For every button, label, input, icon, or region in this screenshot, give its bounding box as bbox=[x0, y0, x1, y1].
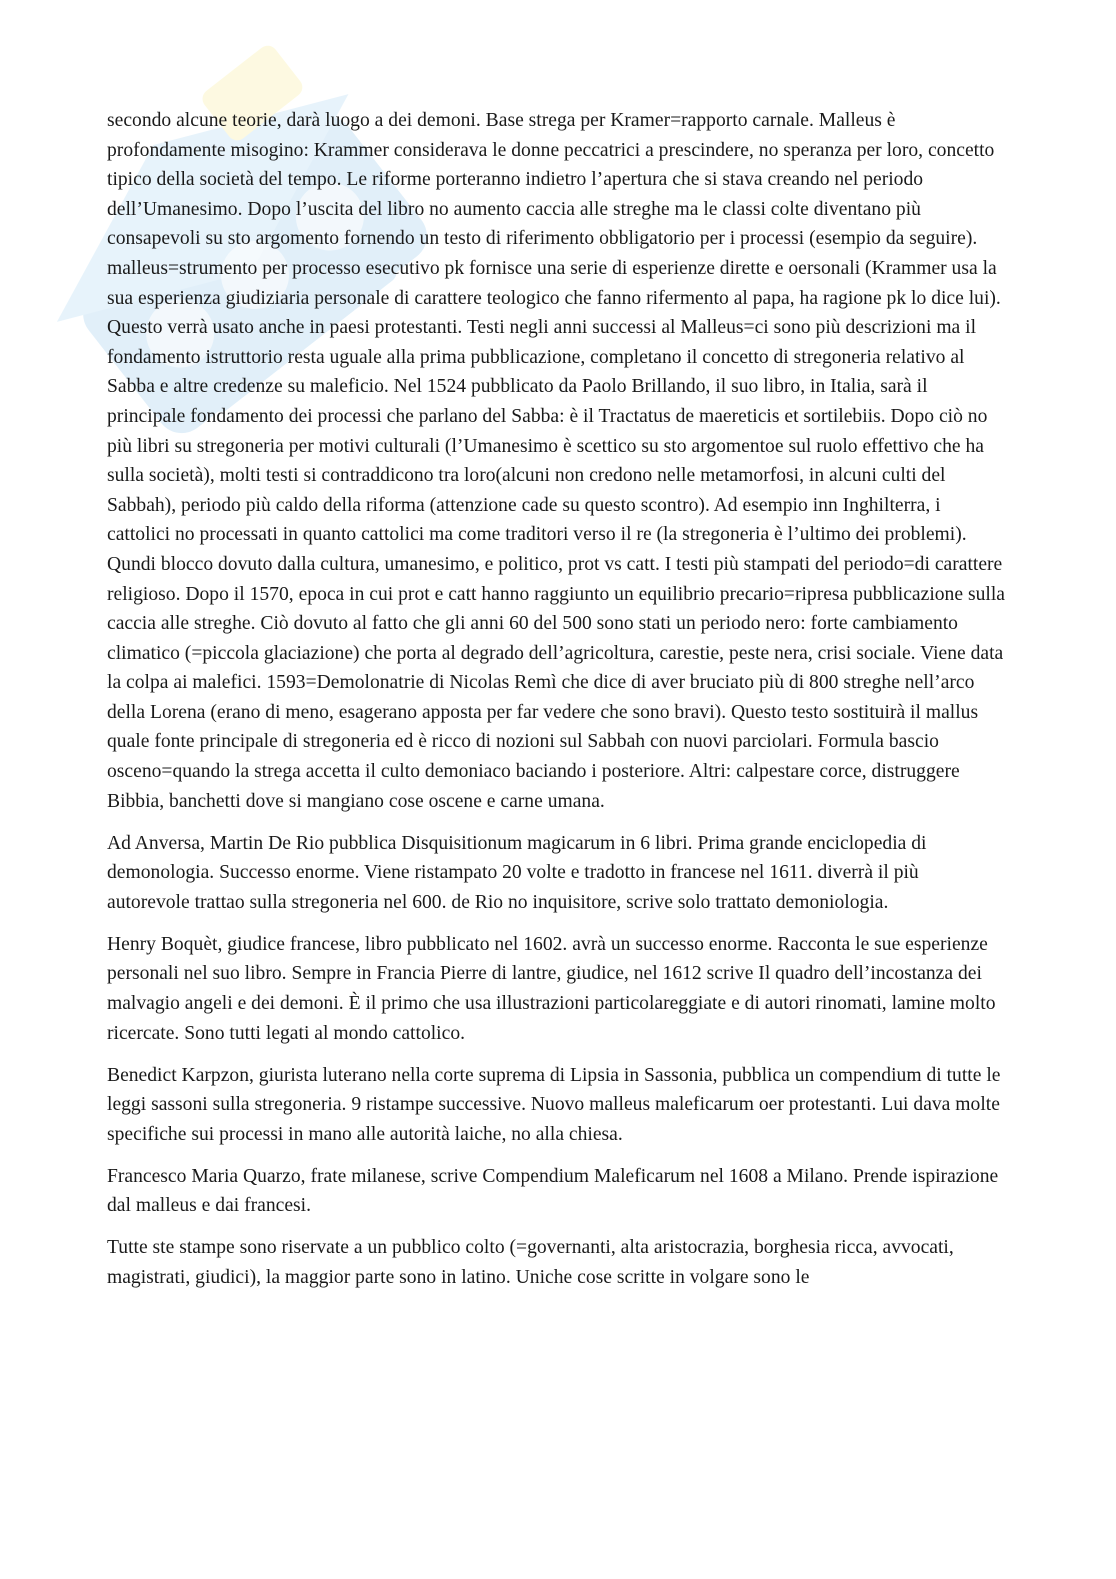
document-body bbox=[107, 106, 1005, 1305]
paragraph: secondo alcune teorie, darà luogo a dei demoni. Base strega per Kramer=rapporto carnale. Malleus è profondamente misogino: Krammer considerava le donne peccatrici a prescindere, no speranza per loro, concetto tipico della società del tempo. Le riforme porteranno indietro l’apertura che si stava creando nel periodo dell’Umanesimo. Dopo l’uscita del libro no aumento caccia alle streghe ma le classi colte diventano più consapevoli su sto argomento fornendo un testo di riferimento obbligatorio per i processi (esempio da seguire). malleus=strumento per processo esecutivo pk fornisce una serie di esperienze dirette e oersonali (Krammer usa la sua esperienza giudiziaria personale di carattere teologico che fanno rifermento al papa, ha ragione pk lo dice lui). Questo verrà usato anche in paesi protestanti. Testi negli anni successi al Malleus=ci sono più descrizioni ma il fondamento istruttorio resta uguale alla prima pubblicazione, completano il concetto di stregoneria relativo al Sabba e altre credenze su maleficio. Nel 1524 pubblicato da Paolo Brillando, il suo libro, in Italia, sarà il principale fondamento dei processi che parlano del Sabba: è il Tractatus de maereticis et sortilebiis. Dopo ciò no più libri su stregoneria per motivi culturali (l’Umanesimo è scettico su sto argomentoe sul ruolo effettivo che ha sulla società), molti testi si contraddicono tra loro(alcuni non credono nelle metamorfosi, in alcuni culti del Sabbah), periodo più caldo della riforma (attenzione cade su questo scontro). Ad esempio inn Inghilterra, i cattolici no processati in quanto cattolici ma come traditori verso il re (la stregoneria è l’ultimo dei problemi). Qundi blocco dovuto dalla cultura, umanesimo, e politico, prot vs catt. I testi più stampati del periodo=di carattere religioso. Dopo il 1570, epoca in cui prot e catt hanno raggiunto un equilibrio precario=ripresa pubblicazione sulla caccia alle streghe. Ciò dovuto al fatto che gli anni 60 del 500 sono stati un periodo nero: forte cambiamento climatico (=piccola glaciazione) che porta al degrado dell’agricoltura, carestie, peste nera, crisi sociale. Viene data la colpa ai malefici. 1593=Demolonatrie di Nicolas Remì che dice di aver bruciato più di 800 streghe nell’arco della Lorena (erano di meno, esagerano apposta per far vedere che sono bravi). Questo testo sostituirà il mallus quale fonte principale di stregoneria ed è ricco di nozioni sul Sabbah con nuovi parciolari. Formula bascio osceno=quando la strega accetta il culto demoniaco baciando i posteriore. Altri: calpestare corce, distruggere Bibbia, banchetti dove si mangiano cose oscene e carne umana. bbox=[107, 110, 1005, 812]
paragraph: Ad Anversa, Martin De Rio pubblica Disquisitionum magicarum in 6 libri. Prima grande enciclopedia di demonologia. Successo enorme. Viene ristampato 20 volte e tradotto in francese nel 1611. diverrà il più autorevole trattao sulla stregoneria nel 600. de Rio no inquisitore, scrive solo trattato demoniologia. bbox=[107, 832, 927, 913]
paragraph: Tutte ste stampe sono riservate a un pubblico colto (=governanti, alta aristocrazia, borghesia ricca, avvocati, magistrati, giudici), la maggior parte sono in latino. Uniche cose scritte in volgare sono le bbox=[107, 1237, 954, 1288]
paragraph: Henry Boquèt, giudice francese, libro pubblicato nel 1602. avrà un successo enorme. Racconta le sue esperienze personali nel suo libro. Sempre in Francia Pierre di lantre, giudice, nel 1612 scrive Il quadro dell’incostanza dei malvagio angeli e dei demoni. È il primo che usa illustrazioni particolareggiate e di autori rinomati, lamine molto ricercate. Sono tutti legati al mondo cattolico. bbox=[107, 933, 996, 1044]
paragraph: Benedict Karpzon, giurista luterano nella corte suprema di Lipsia in Sassonia, pubblica un compendium di tutte le leggi sassoni sulla stregoneria. 9 ristampe successive. Nuovo malleus maleficarum oer protestanti. Lui dava molte specifiche sui processi in mano alle autorità laiche, no alla chiesa. bbox=[107, 1064, 1001, 1145]
paragraph: Francesco Maria Quarzo, frate milanese, scrive Compendium Maleficarum nel 1608 a Milano. Prende ispirazione dal malleus e dai francesi. bbox=[107, 1165, 999, 1217]
